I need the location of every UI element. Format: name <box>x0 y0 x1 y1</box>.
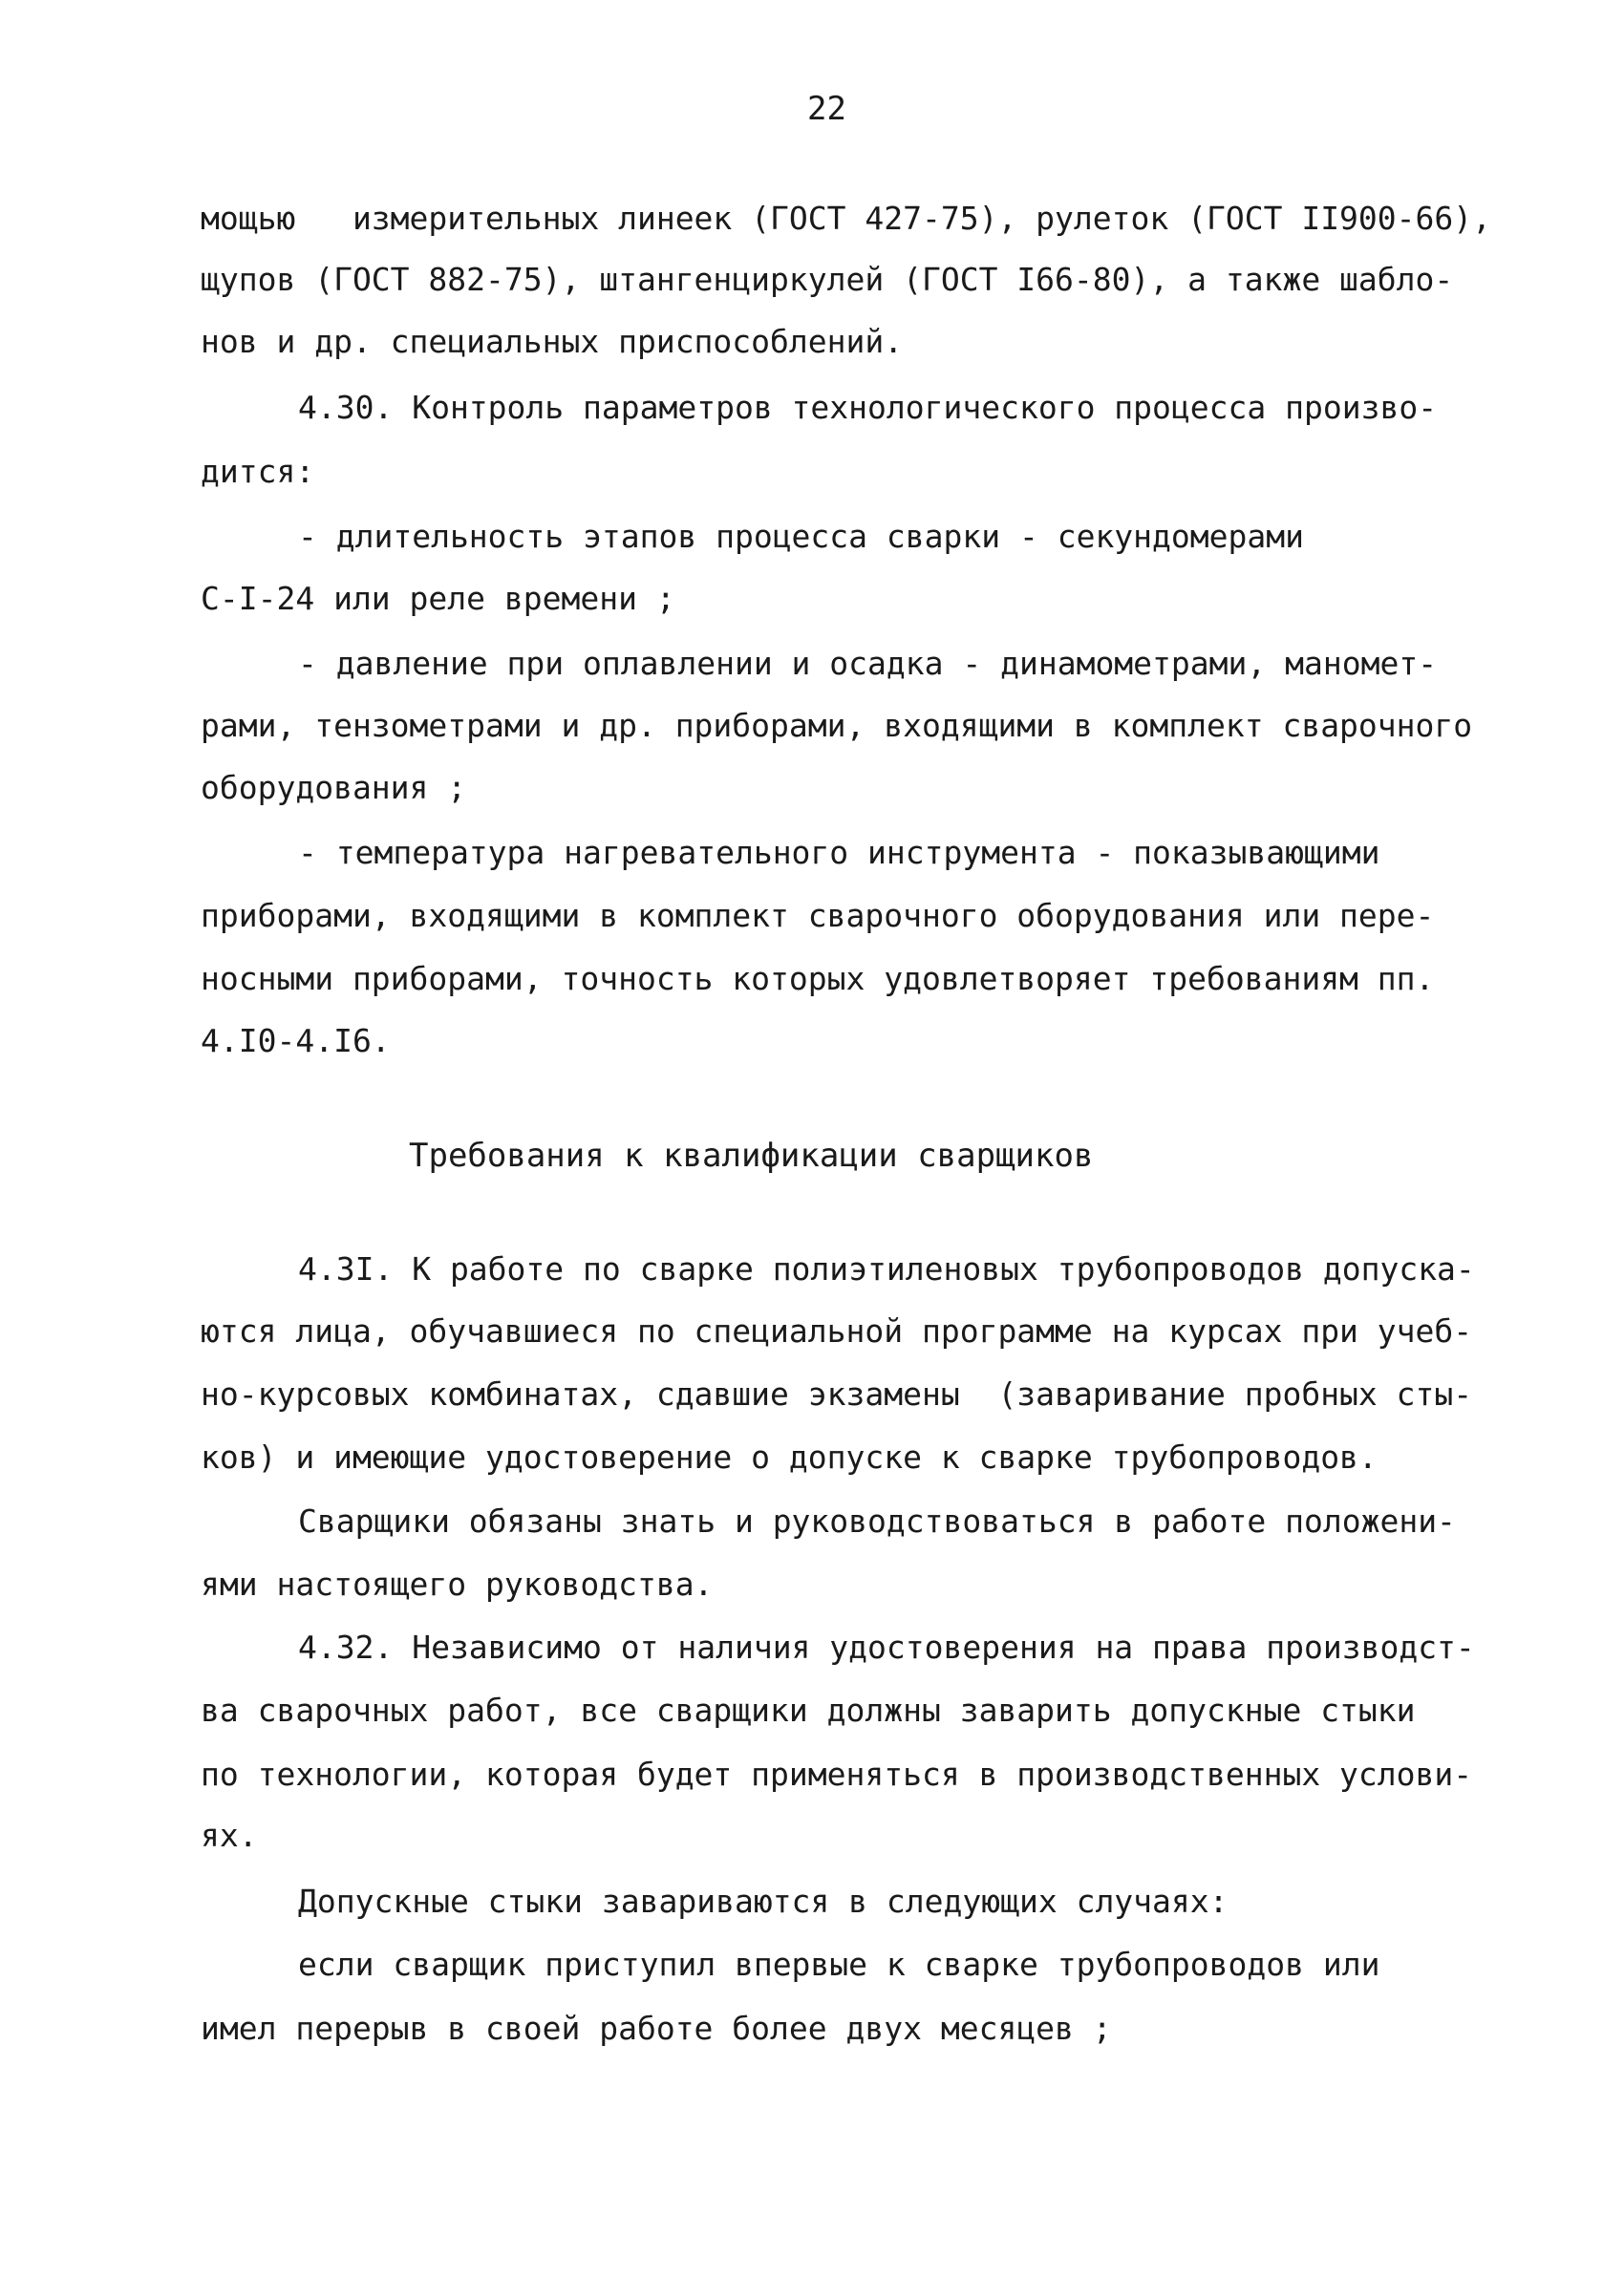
text-line: но-курсовых комбинатах, сдавшие экзамены (заваривание пробных сты- <box>201 1375 1473 1413</box>
text-line: по технологии, которая будет применяться в производственных услови- <box>201 1756 1473 1793</box>
text-line: ва сварочных работ, все сварщики должны заварить допускные стыки <box>201 1692 1416 1729</box>
text-line: ков) и имеющие удостоверение о допуске к сварке трубопроводов. <box>201 1438 1378 1476</box>
text-line: имел перерыв в своей работе более двух месяцев ; <box>201 2010 1112 2047</box>
text-line: если сварщик приступил впервые к сварке трубопроводов или <box>298 1946 1380 1983</box>
text-line: 4.30. Контроль параметров технологического процесса произво- <box>298 389 1438 426</box>
text-line: ются лица, обучавшиеся по специальной программе на курсах при учеб- <box>201 1312 1473 1350</box>
text-line: С-I-24 или реле времени ; <box>201 580 675 617</box>
page-number: 22 <box>807 90 846 128</box>
section-heading: Требования к квалификации сварщиков <box>409 1137 1094 1175</box>
text-line: ями настоящего руководства. <box>201 1566 714 1603</box>
text-line: 4.3I. К работе по сварке полиэтиленовых трубопроводов допуска- <box>298 1250 1475 1288</box>
text-line: 4.32. Независимо от наличия удостоверения на права производст- <box>298 1629 1475 1666</box>
text-line: - длительность этапов процесса сварки - секундомерами <box>298 518 1304 555</box>
text-line: 4.I0-4.I6. <box>201 1022 391 1059</box>
text-line: носными приборами, точность которых удовлетворяет требованиям пп. <box>201 960 1435 997</box>
text-line: оборудования ; <box>201 769 467 806</box>
text-line: - температура нагревательного инструмента - показывающими <box>298 834 1380 871</box>
text-line: дится: <box>201 453 315 490</box>
text-line: - давление при оплавлении и осадка - динамометрами, маномет- <box>298 645 1438 682</box>
text-line: мощью измерительных линеек (ГОСТ 427-75), рулеток (ГОСТ II900-66), <box>201 200 1492 237</box>
text-line: Сварщики обязаны знать и руководствоваться в работе положени- <box>298 1502 1456 1540</box>
text-line: щупов (ГОСТ 882-75), штангенциркулей (ГОСТ I66-80), а также шабло- <box>201 261 1454 298</box>
text-line: приборами, входящими в комплект сварочного оборудования или пере- <box>201 897 1435 934</box>
text-line: рами, тензометрами и др. приборами, входящими в комплект сварочного <box>201 707 1473 744</box>
text-line: Допускные стыки завариваются в следующих случаях: <box>298 1883 1229 1920</box>
text-line: нов и др. специальных приспособлений. <box>201 323 904 360</box>
text-line: ях. <box>201 1817 258 1854</box>
